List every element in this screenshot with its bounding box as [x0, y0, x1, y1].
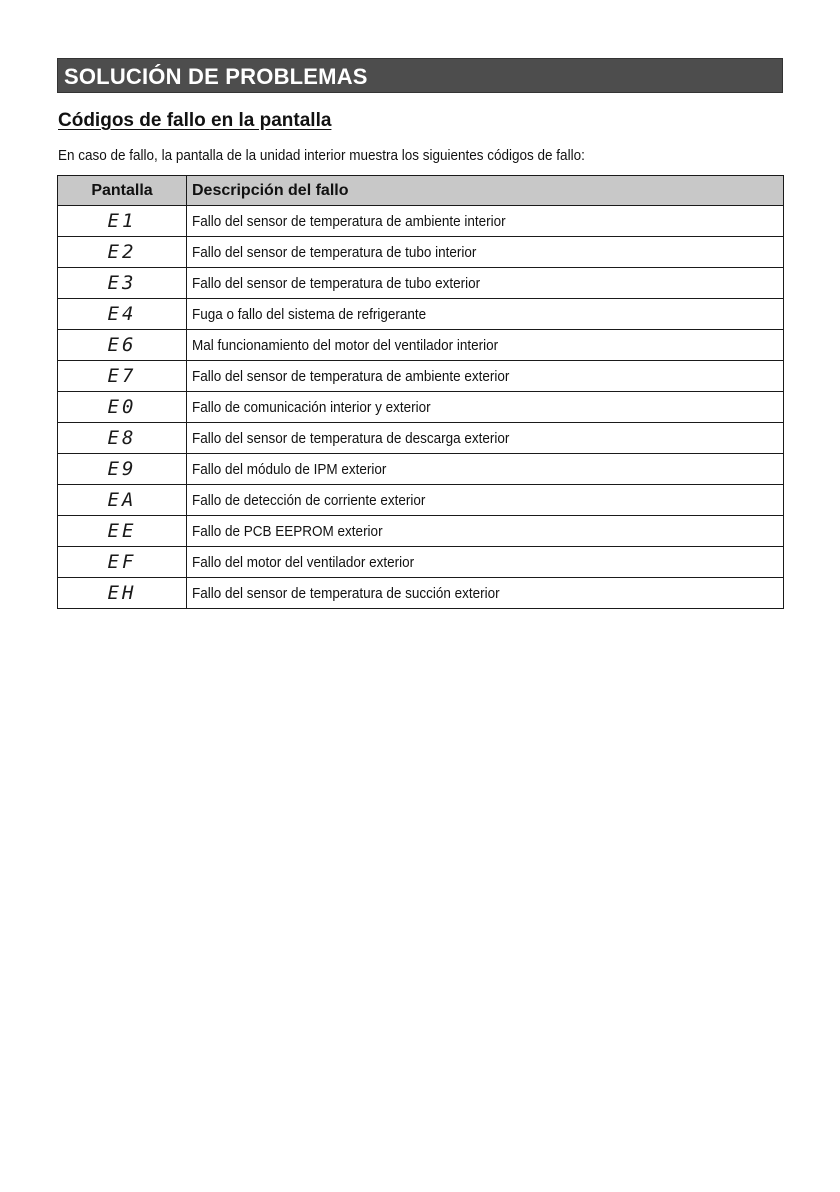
- fault-code: E8: [58, 423, 187, 454]
- table-row: [58, 330, 784, 361]
- section-title: SOLUCIÓN DE PROBLEMAS: [64, 64, 368, 89]
- table-row: [58, 206, 784, 237]
- fault-description: Mal funcionamiento del motor del ventilador interior: [187, 330, 784, 361]
- header-display: Pantalla: [58, 176, 187, 206]
- fault-code: E7: [58, 361, 187, 392]
- fault-description: Fallo del sensor de temperatura de ambiente interior: [187, 206, 784, 237]
- fault-description: Fallo de PCB EEPROM exterior: [187, 516, 784, 547]
- fault-description: Fallo del sensor de temperatura de tubo interior: [187, 237, 784, 268]
- table-row: [58, 299, 784, 330]
- fault-description: Fuga o fallo del sistema de refrigerante: [187, 299, 784, 330]
- table-row: [58, 237, 784, 268]
- table-row: [58, 392, 784, 423]
- fault-code: EF: [58, 547, 187, 578]
- fault-code: EH: [58, 578, 187, 609]
- section-title-bar: [57, 58, 783, 93]
- table-row: [58, 423, 784, 454]
- table-row: [58, 516, 784, 547]
- table-header-row: [58, 176, 784, 206]
- table-row: [58, 268, 784, 299]
- fault-description: Fallo del sensor de temperatura de ambiente exterior: [187, 361, 784, 392]
- table-row: [58, 485, 784, 516]
- fault-description: Fallo de detección de corriente exterior: [187, 485, 784, 516]
- table-row: [58, 454, 784, 485]
- fault-description: Fallo del sensor de temperatura de tubo exterior: [187, 268, 784, 299]
- fault-code: E9: [58, 454, 187, 485]
- fault-code: E3: [58, 268, 187, 299]
- fault-code: E6: [58, 330, 187, 361]
- fault-description: Fallo del sensor de temperatura de succión exterior: [187, 578, 784, 609]
- fault-description: Fallo del sensor de temperatura de descarga exterior: [187, 423, 784, 454]
- fault-code: E0: [58, 392, 187, 423]
- fault-description: Fallo del motor del ventilador exterior: [187, 547, 784, 578]
- fault-code: E2: [58, 237, 187, 268]
- table-row: [58, 547, 784, 578]
- header-description: Descripción del fallo: [187, 176, 784, 206]
- fault-description: Fallo de comunicación interior y exterior: [187, 392, 784, 423]
- fault-description: Fallo del módulo de IPM exterior: [187, 454, 784, 485]
- fault-code: EE: [58, 516, 187, 547]
- fault-code: E4: [58, 299, 187, 330]
- fault-code-table: [57, 175, 784, 609]
- intro-text: En caso de fallo, la pantalla de la unidad interior muestra los siguientes códigos de fallo:: [58, 147, 585, 164]
- table-row: [58, 578, 784, 609]
- table-row: [58, 361, 784, 392]
- fault-code: E1: [58, 206, 187, 237]
- fault-code: EA: [58, 485, 187, 516]
- subtitle: Códigos de fallo en la pantalla: [58, 110, 332, 131]
